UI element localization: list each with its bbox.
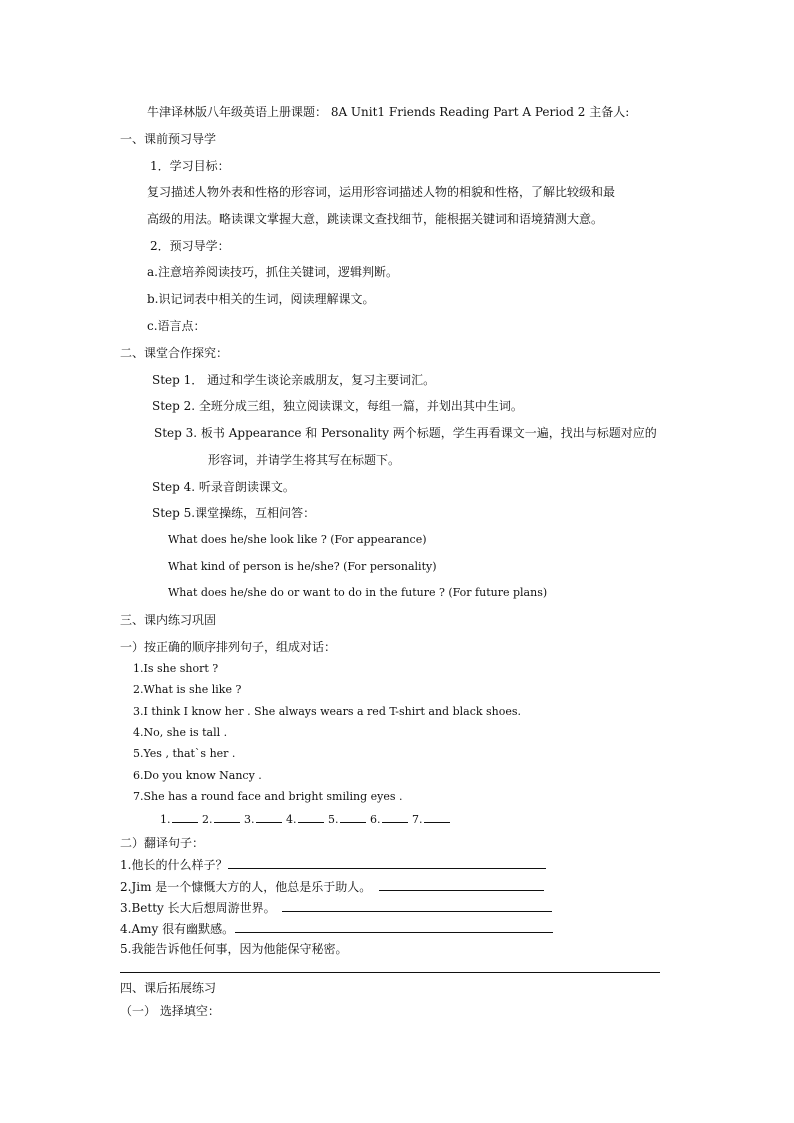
dialogue-sentence-6: 6.Do you know Nancy . [133,769,262,782]
translation-item-2 [120,878,545,895]
order-blank-1[interactable] [172,810,198,823]
ordering-task-title: 一）按正确的顺序排列句子，组成对话： [120,640,337,654]
question-personality: What kind of person is he/she? (For personality) [168,560,437,573]
translation-prompt-2: 2.Jim 是一个慷慨大方的人，他总是乐于助人。 [120,880,372,894]
step-3-line-2: 形容词，并请学生将其写在标题下。 [208,453,401,467]
dialogue-sentence-3: 3.I think I know her . She always wears a red T-shirt and black shoes. [133,705,522,718]
order-answer-row [160,810,451,828]
translation-item-4 [120,920,554,937]
section-4-title: 四、课后拓展练习 [120,981,217,995]
section-3-title: 三、课内练习巩固 [120,613,217,627]
step-1: Step 1． 通过和学生谈论亲戚朋友，复习主要词汇。 [152,373,436,387]
section-1-title: 一、课前预习导学 [120,132,217,146]
order-blank-7[interactable] [424,810,450,823]
learning-goal-text-2: 高级的用法。略读课文掌握大意，跳读课文查找细节，能根据关键词和语境猜测大意。 [147,212,604,226]
order-blank-5[interactable] [340,810,366,823]
order-label-6: 6. [370,813,381,826]
section-2-title: 二、课堂合作探究： [120,346,229,360]
preview-item-b: b.识记词表中相关的生词，阅读理解课文。 [147,292,375,306]
translation-blank-2[interactable] [379,878,544,891]
learning-goal-text-1: 复习描述人物外表和性格的形容词，运用形容词描述人物的相貌和性格，了解比较级和最 [147,185,616,199]
lesson-header: 牛津译林版八年级英语上册课题： 8A Unit1 Friends Reading Part A Period 2 主备人: [147,105,630,119]
order-label-5: 5. [328,813,339,826]
translation-blank-4[interactable] [235,920,553,933]
translation-item-3 [120,899,553,916]
translation-item-1 [120,856,547,873]
step-2: Step 2. 全班分成三组，独立阅读课文，每组一篇，并划出其中生词。 [152,399,523,413]
order-blank-4[interactable] [298,810,324,823]
preview-guide-title: 2．预习导学： [150,239,230,253]
learning-goal-title: 1．学习目标： [150,159,230,173]
answer-line-5[interactable] [120,972,660,973]
order-label-1: 1. [160,813,171,826]
order-label-2: 2. [202,813,213,826]
translation-prompt-1: 1.他长的什么样子？ [120,858,228,872]
translation-blank-1[interactable] [228,856,546,869]
multiple-choice-title: （一） 选择填空： [120,1004,220,1018]
dialogue-sentence-2: 2.What is she like ? [133,683,242,696]
step-4: Step 4. 听录音朗读课文。 [152,480,295,494]
translation-prompt-3: 3.Betty 长大后想周游世界。 [120,901,276,915]
dialogue-sentence-1: 1.Is she short ? [133,662,219,675]
translation-prompt-4: 4.Amy 很有幽默感。 [120,922,235,936]
dialogue-sentence-5: 5.Yes , that`s her . [133,747,236,760]
step-3-line-1: Step 3. 板书 Appearance 和 Personality 两个标题，学生再看课文一遍，找出与标题对应的 [154,426,657,440]
translation-task-title: 二）翻译句子： [120,836,205,850]
order-blank-2[interactable] [214,810,240,823]
translation-blank-3[interactable] [282,899,552,912]
order-label-3: 3. [244,813,255,826]
step-5: Step 5.课堂操练，互相问答： [152,506,316,520]
question-future-plans: What does he/she do or want to do in the future ? (For future plans) [168,586,548,599]
order-blank-3[interactable] [256,810,282,823]
order-label-4: 4. [286,813,297,826]
dialogue-sentence-4: 4.No, she is tall . [133,726,228,739]
preview-item-c: c.语言点： [147,319,206,333]
translation-item-5 [120,941,347,957]
order-label-7: 7. [412,813,423,826]
translation-prompt-5: 5.我能告诉他任何事，因为他能保守秘密。 [120,942,348,956]
question-appearance: What does he/she look like ? (For appearance) [168,533,427,546]
dialogue-sentence-7: 7.She has a round face and bright smiling eyes . [133,790,403,803]
order-blank-6[interactable] [382,810,408,823]
preview-item-a: a.注意培养阅读技巧，抓住关键词，逻辑判断。 [147,265,398,279]
